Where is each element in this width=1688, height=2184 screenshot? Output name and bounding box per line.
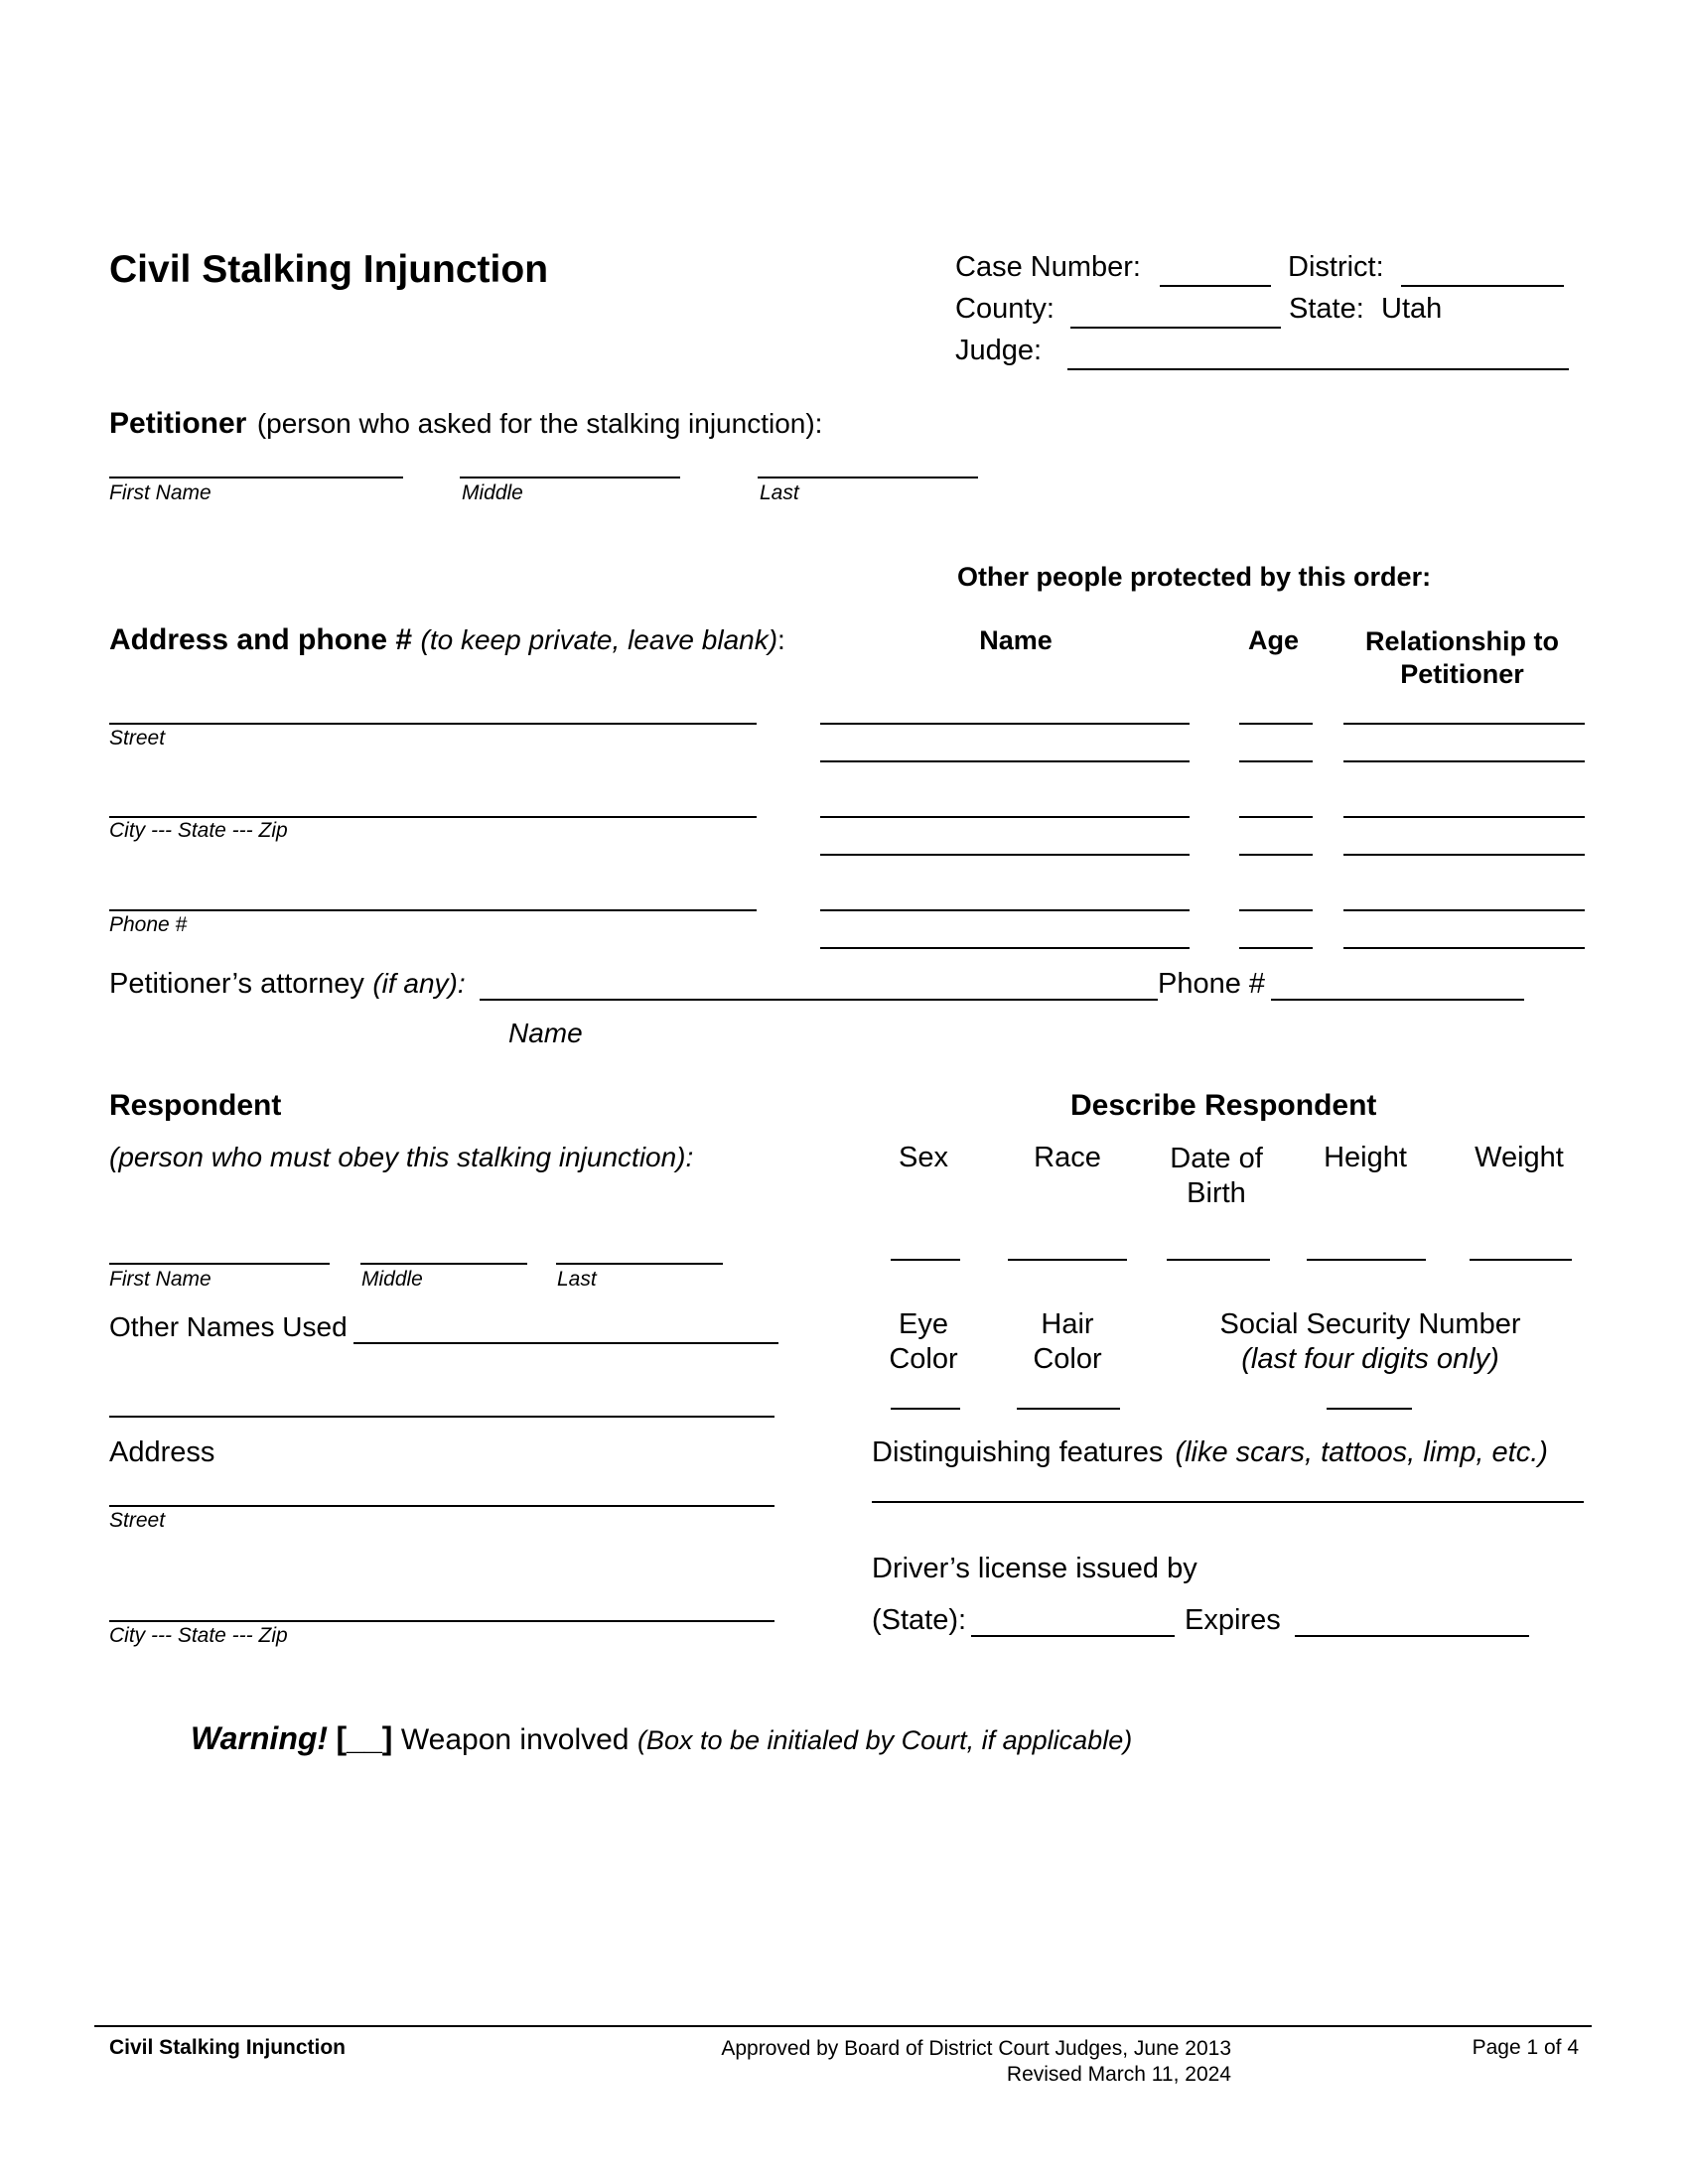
respondent-first-name-field[interactable] — [109, 1263, 330, 1265]
protected-age-field[interactable] — [1239, 854, 1313, 856]
protected-name-field[interactable] — [820, 909, 1190, 911]
protected-relationship-field[interactable] — [1343, 760, 1585, 762]
respondent-last-name-field[interactable] — [556, 1263, 723, 1265]
describe-heading: Describe Respondent — [1070, 1089, 1377, 1122]
sex-label: Sex — [899, 1142, 948, 1173]
case-number-label: Case Number: — [955, 251, 1141, 283]
weight-label: Weight — [1475, 1142, 1564, 1173]
warning-label: Warning! — [191, 1720, 329, 1756]
protected-name-field[interactable] — [820, 723, 1190, 725]
address-note: (to keep private, leave blank) — [420, 624, 778, 655]
features-note: (like scars, tattoos, limp, etc.) — [1175, 1436, 1548, 1468]
race-field[interactable] — [1008, 1259, 1127, 1261]
attorney-note: (if any): — [372, 968, 466, 999]
protected-relationship-field[interactable] — [1343, 854, 1585, 856]
attorney-row — [109, 968, 466, 1001]
petitioner-first-name-caption: First Name — [109, 481, 211, 504]
weapon-text: Weapon involved — [400, 1723, 630, 1756]
weapon-initial-box[interactable]: [__] — [336, 1720, 393, 1756]
petitioner-middle-caption: Middle — [462, 481, 523, 504]
petitioner-note: (person who asked for the stalking injunction): — [256, 408, 823, 439]
protected-age-field[interactable] — [1239, 816, 1313, 818]
petitioner-heading: Petitioner — [109, 407, 247, 440]
city-state-zip-caption: City --- State --- Zip — [109, 819, 288, 842]
attorney-phone-field[interactable] — [1271, 999, 1524, 1001]
protected-name-field[interactable] — [820, 854, 1190, 856]
race-label: Race — [1034, 1142, 1101, 1173]
respondent-address-label: Address — [109, 1436, 215, 1468]
ssn-label: Social Security Number (last four digits only) — [1219, 1308, 1521, 1375]
county-label: County: — [955, 293, 1055, 325]
phone-caption: Phone # — [109, 913, 188, 936]
warning-row — [191, 1720, 1132, 1757]
features-label: Distinguishing features — [872, 1436, 1164, 1468]
protected-relationship-field[interactable] — [1343, 723, 1585, 725]
protected-age-field[interactable] — [1239, 909, 1313, 911]
petitioner-first-name-field[interactable] — [109, 477, 403, 478]
page-title: Civil Stalking Injunction — [109, 248, 549, 291]
height-field[interactable] — [1307, 1259, 1426, 1261]
license-state-label: (State): — [872, 1604, 967, 1636]
dob-field[interactable] — [1167, 1259, 1270, 1261]
attorney-phone-label: Phone # — [1158, 968, 1266, 1000]
protected-name-field[interactable] — [820, 816, 1190, 818]
protected-name-field[interactable] — [820, 947, 1190, 949]
address-heading: Address and phone # — [109, 623, 413, 656]
petitioner-phone-field[interactable] — [109, 909, 757, 911]
protected-relationship-field[interactable] — [1343, 947, 1585, 949]
protected-age-field[interactable] — [1239, 947, 1313, 949]
footer-approval: Approved by Board of District Court Judges, June 2013 Revised March 11, 2024 — [721, 2037, 1231, 2086]
protected-relationship-field[interactable] — [1343, 909, 1585, 911]
protected-col-age: Age — [1247, 625, 1299, 655]
respondent-city-state-zip-field[interactable] — [109, 1620, 774, 1622]
petitioner-city-state-zip-field[interactable] — [109, 816, 757, 818]
respondent-street-field[interactable] — [109, 1505, 774, 1507]
dob-label: Date of Birth — [1170, 1143, 1263, 1209]
address-heading-row: Address and phone # (to keep private, leave blank): — [109, 623, 785, 656]
other-names-label: Other Names Used — [109, 1311, 348, 1342]
license-expires-label: Expires — [1185, 1604, 1281, 1636]
petitioner-last-caption: Last — [760, 481, 799, 504]
petitioner-street-field[interactable] — [109, 723, 757, 725]
footer-page-number: Page 1 of 4 — [1472, 2036, 1579, 2059]
protected-age-field[interactable] — [1239, 760, 1313, 762]
state-label: State: — [1289, 293, 1364, 325]
district-label: District: — [1288, 251, 1384, 283]
features-row — [872, 1436, 1548, 1469]
license-expires-field[interactable] — [1295, 1635, 1529, 1637]
eye-color-label: Eye Color — [889, 1308, 958, 1375]
weight-field[interactable] — [1470, 1259, 1572, 1261]
attorney-name-caption: Name — [508, 1018, 583, 1048]
state-value: Utah — [1381, 293, 1443, 325]
respondent-heading: Respondent — [109, 1089, 282, 1122]
protected-col-relationship: Relationship to Petitioner — [1365, 626, 1559, 689]
protected-col-name: Name — [979, 625, 1053, 655]
footer-title: Civil Stalking Injunction — [109, 2036, 347, 2059]
features-field[interactable] — [872, 1501, 1584, 1503]
eye-color-field[interactable] — [891, 1408, 960, 1410]
petitioner-heading-row — [109, 407, 822, 441]
protected-heading: Other people protected by this order: — [957, 562, 1432, 592]
protected-age-field[interactable] — [1239, 723, 1313, 725]
license-state-field[interactable] — [971, 1635, 1175, 1637]
protected-name-field[interactable] — [820, 760, 1190, 762]
protected-relationship-field[interactable] — [1343, 816, 1585, 818]
footer-rule — [94, 2025, 1592, 2027]
respondent-first-name-caption: First Name — [109, 1268, 211, 1291]
petitioner-last-name-field[interactable] — [758, 477, 978, 478]
attorney-name-field[interactable] — [480, 999, 1158, 1001]
weapon-note: (Box to be initialed by Court, if applicable) — [636, 1725, 1133, 1755]
respondent-middle-caption: Middle — [361, 1268, 423, 1291]
respondent-middle-name-field[interactable] — [360, 1263, 527, 1265]
hair-color-label: Hair Color — [1033, 1308, 1102, 1375]
street-caption: Street — [109, 727, 166, 750]
ssn-field[interactable] — [1327, 1408, 1412, 1410]
other-names-field-2[interactable] — [109, 1416, 774, 1418]
respondent-note: (person who must obey this stalking injunction): — [109, 1142, 694, 1172]
respondent-city-state-zip-caption: City --- State --- Zip — [109, 1624, 288, 1647]
respondent-last-caption: Last — [557, 1268, 597, 1291]
respondent-street-caption: Street — [109, 1509, 166, 1532]
sex-field[interactable] — [891, 1259, 960, 1261]
case-number-field[interactable] — [1160, 285, 1271, 287]
petitioner-middle-name-field[interactable] — [460, 477, 680, 478]
license-label: Driver’s license issued by — [872, 1553, 1197, 1584]
judge-field[interactable] — [1067, 368, 1569, 370]
judge-label: Judge: — [955, 335, 1043, 366]
hair-color-field[interactable] — [1017, 1408, 1120, 1410]
other-names-field[interactable] — [353, 1342, 778, 1344]
county-field[interactable] — [1070, 327, 1281, 329]
attorney-label: Petitioner’s attorney — [109, 968, 364, 1000]
district-field[interactable] — [1401, 285, 1564, 287]
height-label: Height — [1324, 1142, 1407, 1173]
